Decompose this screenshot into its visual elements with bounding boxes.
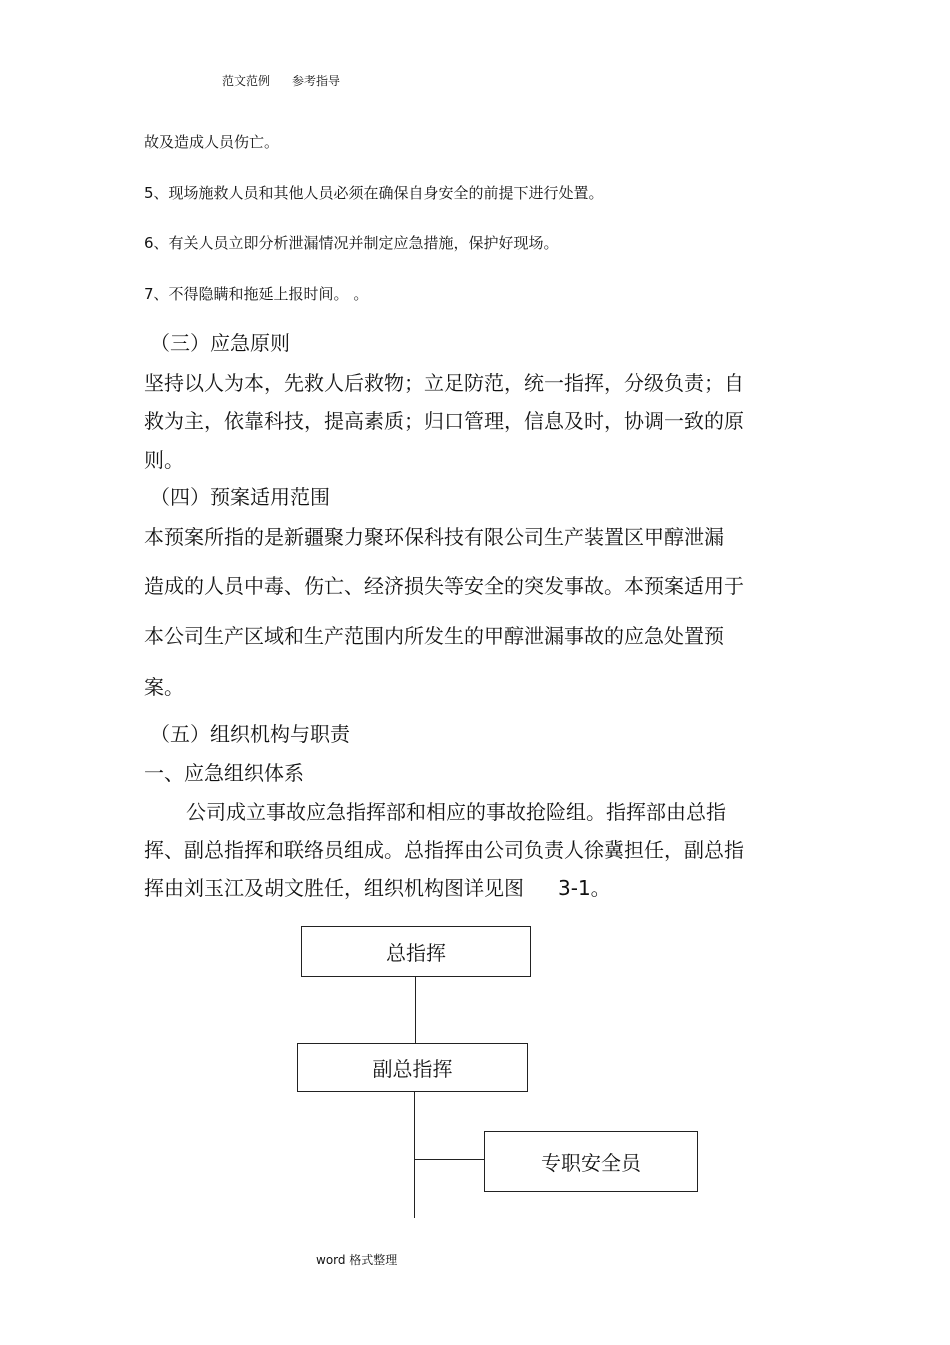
line-casualties: 故及造成人员伤亡。 <box>144 133 280 151</box>
section3-body-line2: 救为主，依靠科技，提高素质；归口管理，信息及时，协调一致的原 <box>144 409 744 433</box>
section4-heading: （四）预案适用范围 <box>150 485 330 509</box>
org-box-safety-officer <box>484 1131 698 1192</box>
org-box-commander <box>301 926 531 977</box>
org-commander-label: 总指挥 <box>386 941 446 965</box>
section3-body-line1: 坚持以人为本，先救人后救物；立足防范，统一指挥，分级负责；自 <box>144 371 744 395</box>
section5-body-line3-end: 。 <box>590 876 611 900</box>
section5-sub-heading: 一、应急组织体系 <box>144 761 304 785</box>
section4-body-line2: 造成的人员中毒、伤亡、经济损失等安全的突发事故。本预案适用于 <box>144 574 744 598</box>
section4-body-line3: 本公司生产区域和生产范围内所发生的甲醇泄漏事故的应急处置预 <box>144 624 724 648</box>
section5-body-line2: 挥、副总指挥和联络员组成。总指挥由公司负责人徐冀担任，副总指 <box>144 838 744 862</box>
connector-commander-deputy <box>415 977 416 1043</box>
section3-body-line3: 则。 <box>144 448 184 472</box>
connector-deputy-safety <box>414 1159 485 1160</box>
section5-body-line1: 公司成立事故应急指挥部和相应的事故抢险组。指挥部由总指 <box>186 800 726 824</box>
figure-ref: 3-1 <box>558 876 591 900</box>
item-6: 6、有关人员立即分析泄漏情况并制定应急措施，保护好现场。 <box>144 234 559 252</box>
item-5: 5、现场施救人员和其他人员必须在确保自身安全的前提下进行处置。 <box>144 184 604 202</box>
section5-heading: （五）组织机构与职责 <box>150 722 350 746</box>
org-box-deputy <box>297 1043 528 1092</box>
header-right-text: 参考指导 <box>292 74 341 88</box>
section4-body-line1: 本预案所指的是新疆聚力聚环保科技有限公司生产装置区甲醇泄漏 <box>144 525 724 549</box>
org-deputy-label: 副总指挥 <box>372 1057 453 1081</box>
connector-deputy-down <box>414 1092 415 1218</box>
org-safety-officer-label: 专职安全员 <box>541 1151 641 1175</box>
section4-body-line4: 案。 <box>144 675 184 699</box>
section3-heading: （三）应急原则 <box>150 331 290 355</box>
page-header <box>222 72 340 89</box>
section5-body-line3 <box>144 872 611 901</box>
item-7: 7、不得隐瞒和拖延上报时间。 。 <box>144 285 369 303</box>
header-left-text: 范文范例 <box>222 74 271 88</box>
page-footer: word 格式整理 <box>316 1253 398 1267</box>
section5-body-line3-text: 挥由刘玉江及胡文胜任，组织机构图详见图 <box>144 876 524 900</box>
